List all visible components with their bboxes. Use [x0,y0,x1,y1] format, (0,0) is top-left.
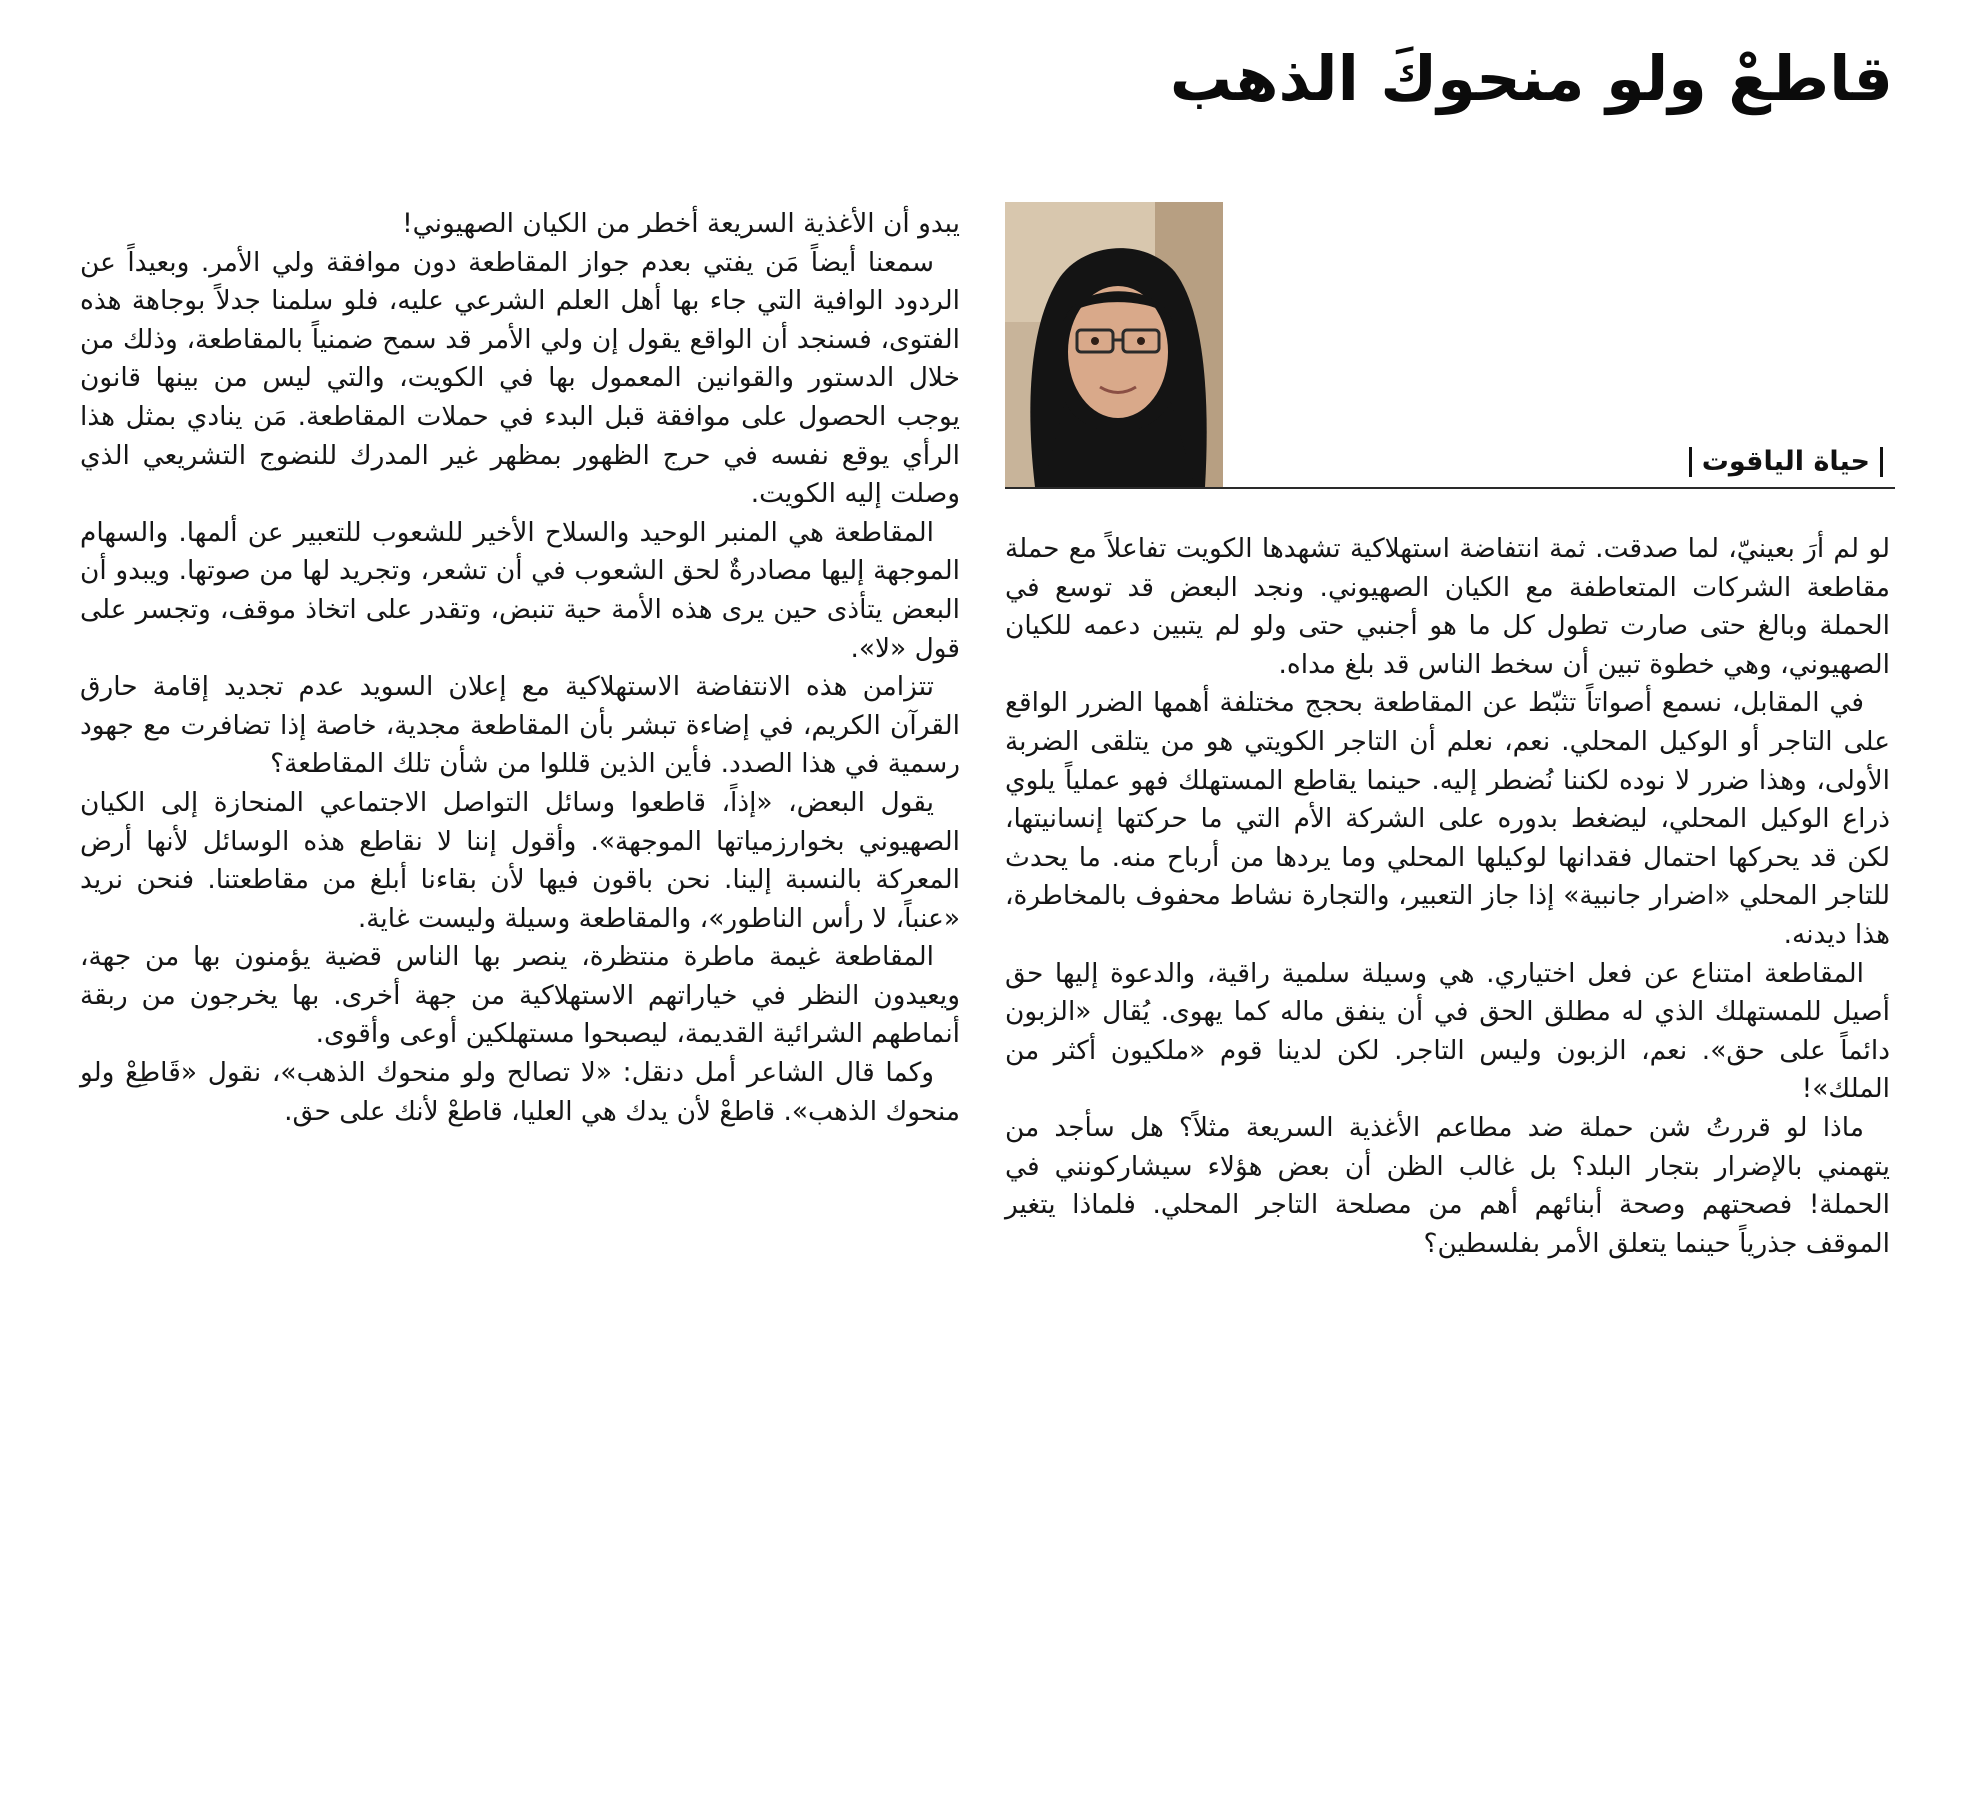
paragraph: ماذا لو قررتُ شن حملة ضد مطاعم الأغذية السريعة مثلاً؟ هل سأجد من يتهمني بالإضرار بتجار البلد؟ بل غالب الظن أن بعض هؤلاء سيشاركونني في الحملة! فصحتهم وصحة أبنائهم أهم من مصلحة التاجر المحلي. فلماذا يتغير الموقف جذرياً حينما يتعلق الأمر بفلسطين؟ [1005,1111,1890,1259]
paragraph: المقاطعة امتناع عن فعل اختياري. هي وسيلة سلمية راقية، والدعوة إليها حق أصيل للمستهلك الذي له مطلق الحق في أن ينفق ماله كما يهوى. يُقال «الزبون دائماً على حق». نعم، الزبون وليس التاجر. لكن لدينا قوم «ملكيون أكثر من الملك»! [1005,957,1890,1105]
paragraph: المقاطعة هي المنبر الوحيد والسلاح الأخير للشعوب للتعبير عن ألمها. والسهام الموجهة إليها مصادرةٌ لحق الشعوب في أن تشعر، وتجريد لها من صوتها. ويبدو أن البعض يتأذى حين يرى هذه الأمة حية تنبض، وتقدر على اتخاذ موقف، وتجسر على قول «لا». [80,516,960,664]
paragraph: تتزامن هذه الانتفاضة الاستهلاكية مع إعلان السويد عدم تجديد إقامة حارق القرآن الكريم، في إضاءة تبشر بأن المقاطعة مجدية، خاصة إذا تضافرت مع جهود رسمية في هذا الصدد. فأين الذين قللوا من شأن تلك المقاطعة؟ [80,671,960,780]
paragraph: وكما قال الشاعر أمل دنقل: «لا تصالح ولو منحوك الذهب»، نقول «قَاطِعْ ولو منحوك الذهب». قاطعْ لأن يدك هي العليا، قاطعْ لأنك على حق. [80,1057,960,1127]
author-photo [1005,202,1223,487]
paragraph: سمعنا أيضاً مَن يفتي بعدم جواز المقاطعة دون موافقة ولي الأمر. وبعيداً عن الردود الوافية التي جاء بها أهل العلم الشرعي عليه، فلو سلمنا جدلاً بوجاهة هذه الفتوى، فسنجد أن الواقع يقول إن ولي الأمر قد سمح ضمنياً بالمقاطعة، وذلك من خلال الدستور والقوانين المعمول بها في الكويت، والتي ليس من بينها قانون يوجب الحصول على موافقة قبل البدء في حملات المقاطعة. مَن ينادي بمثل هذا الرأي يوقع نفسه في حرج الظهور بمظهر غير المدرك للنضوج التشريعي الذي وصلت إليه الكويت. [80,246,960,510]
paragraph: المقاطعة غيمة ماطرة منتظرة، ينصر بها الناس قضية يؤمنون بها من جهة، ويعيدون النظر في خياراتهم الاستهلاكية من جهة أخرى. بها يخرجون من ربقة أنماطهم الشرائية القديمة، ليصبحوا مستهلكين أوعى وأقوى. [80,941,960,1050]
article-headline: قاطعْ ولو منحوكَ الذهب [1169,42,1893,115]
byline-rule [1005,487,1895,489]
article-column-left [80,205,960,1131]
author-header [1005,202,1895,489]
paragraph: يبدو أن الأغذية السريعة أخطر من الكيان الصهيوني! [402,208,960,239]
paragraph: يقول البعض، «إذاً، قاطعوا وسائل التواصل الاجتماعي المنحازة إلى الكيان الصهيوني بخوارزمياتها الموجهة». وأقول إننا لا نقاطع هذه الوسائل لأنها أرض المعركة بالنسبة إلينا. نحن باقون فيها لأن بقاءنا أبلغ من مقاطعتنا. فنحن نريد «عنباً، لا رأس الناطور»، والمقاطعة وسيلة وليست غاية. [80,786,960,934]
paragraph: لو لم أرَ بعينيّ، لما صدقت. ثمة انتفاضة استهلاكية تشهدها الكويت تفاعلاً مع حملة مقاطعة الشركات المتعاطفة مع الكيان الصهيوني. ونجد البعض قد توسع في الحملة وبالغ حتى صارت تطول كل ما هو أجنبي حتى ولو لم يتبين دعمه للكيان الصهيوني، وهي خطوة تبين أن سخط الناس قد بلغ مداه. [1005,533,1890,680]
author-byline: حياة الياقوت [1689,447,1883,477]
paragraph: في المقابل، نسمع أصواتاً تثبّط عن المقاطعة بحجج مختلفة أهمها الضرر الواقع على التاجر أو الوكيل المحلي. نعم، نعلم أن التاجر الكويتي هو من يتلقى الضربة الأولى، وهذا ضرر لا نوده لكننا نُضطر إليه. حينما يقاطع المستهلك فهو عملياً يلوي ذراع الوكيل المحلي، ليضغط بدوره على الشركة الأم التي ما حركتها إنسانيتها، لكن قد يحركها احتمال فقدانها لوكيلها المحلي وما يردها من أرباح منه. ما يحدث للتاجر المحلي «اضرار جانبية» إذا جاز التعبير، والتجارة نشاط محفوف بالمخاطرة، هذا ديدنه. [1005,687,1890,950]
article-column-right [1005,530,1890,1263]
